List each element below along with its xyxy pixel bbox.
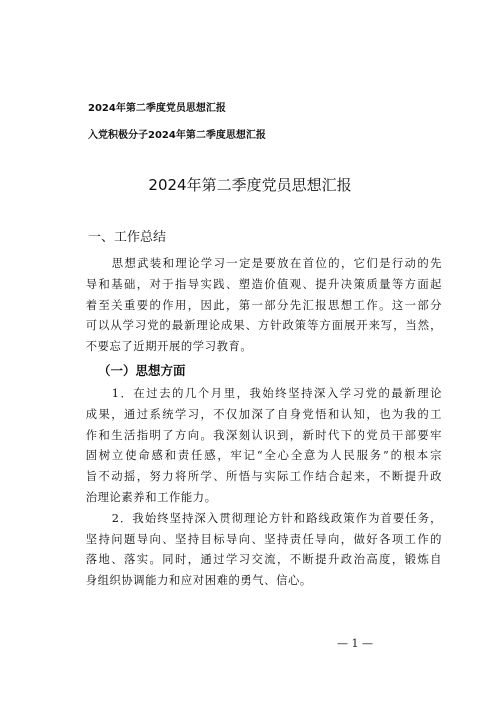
section-paragraph bbox=[62, 254, 442, 358]
paragraph-line: 作和生活指明了方向。我深刻认识到，新时代下的党员干部要牢 bbox=[85, 428, 442, 442]
paragraph-line: 不要忘了近期开展的学习教育。 bbox=[85, 340, 253, 354]
paragraph-line: 1．在过去的几个月里，我始终坚持深入学习党的最新理论 bbox=[111, 386, 442, 400]
page-number: — 1 — bbox=[337, 637, 373, 650]
paragraph-line: 可以从学习党的最新理论成果、方针政策等方面展开来写，当然， bbox=[85, 319, 442, 333]
paragraph-line: 落地、落实。同时，通过学习交流，不断提升政治高度，锻炼自 bbox=[85, 553, 442, 567]
paragraph-line: 身组织协调能力和应对困难的勇气、信心。 bbox=[85, 574, 312, 588]
paragraph-line: 治理论素养和工作能力。 bbox=[85, 490, 217, 504]
paragraph-line: 思想武装和理论学习一定是要放在首位的，它们是行动的先 bbox=[111, 257, 442, 270]
paragraph-line: 导和基础，对于指导实践、塑造价值观、提升决策质量等方面起 bbox=[85, 277, 442, 291]
subsection-paragraph bbox=[62, 509, 442, 592]
paragraph-line: 2．我始终坚持深入贯彻理论方针和路线政策作为首要任务， bbox=[111, 511, 442, 525]
document-body bbox=[62, 224, 442, 592]
paragraph-line: 坚持问题导向、坚持目标导向、坚持责任导向，做好各项工作的 bbox=[85, 532, 442, 546]
paragraph-line: 旨不动摇，努力将所学、所悟与实际工作结合起来，不断提升政 bbox=[85, 470, 442, 484]
header-line-1: 2024年第二季度党员思想汇报 bbox=[88, 103, 226, 114]
section-heading: 一、工作总结 bbox=[88, 230, 167, 245]
paragraph-line: 成果，通过系统学习，不仅加深了自身党悟和认知，也为我的工 bbox=[85, 407, 442, 421]
subsection-heading: （一）思想方面 bbox=[98, 362, 186, 378]
document-title: 2024年第二季度党员思想汇报 bbox=[148, 176, 352, 194]
paragraph-line: 固树立使命感和责任感，牢记“全心全意为人民服务”的根本宗 bbox=[85, 449, 442, 463]
subsection-paragraph bbox=[62, 384, 442, 509]
paragraph-line: 着至关重要的作用，因此，第一部分先汇报思想工作。这一部分 bbox=[85, 298, 442, 312]
header-line-2: 入党积极分子2024年第二季度思想汇报 bbox=[88, 130, 266, 141]
